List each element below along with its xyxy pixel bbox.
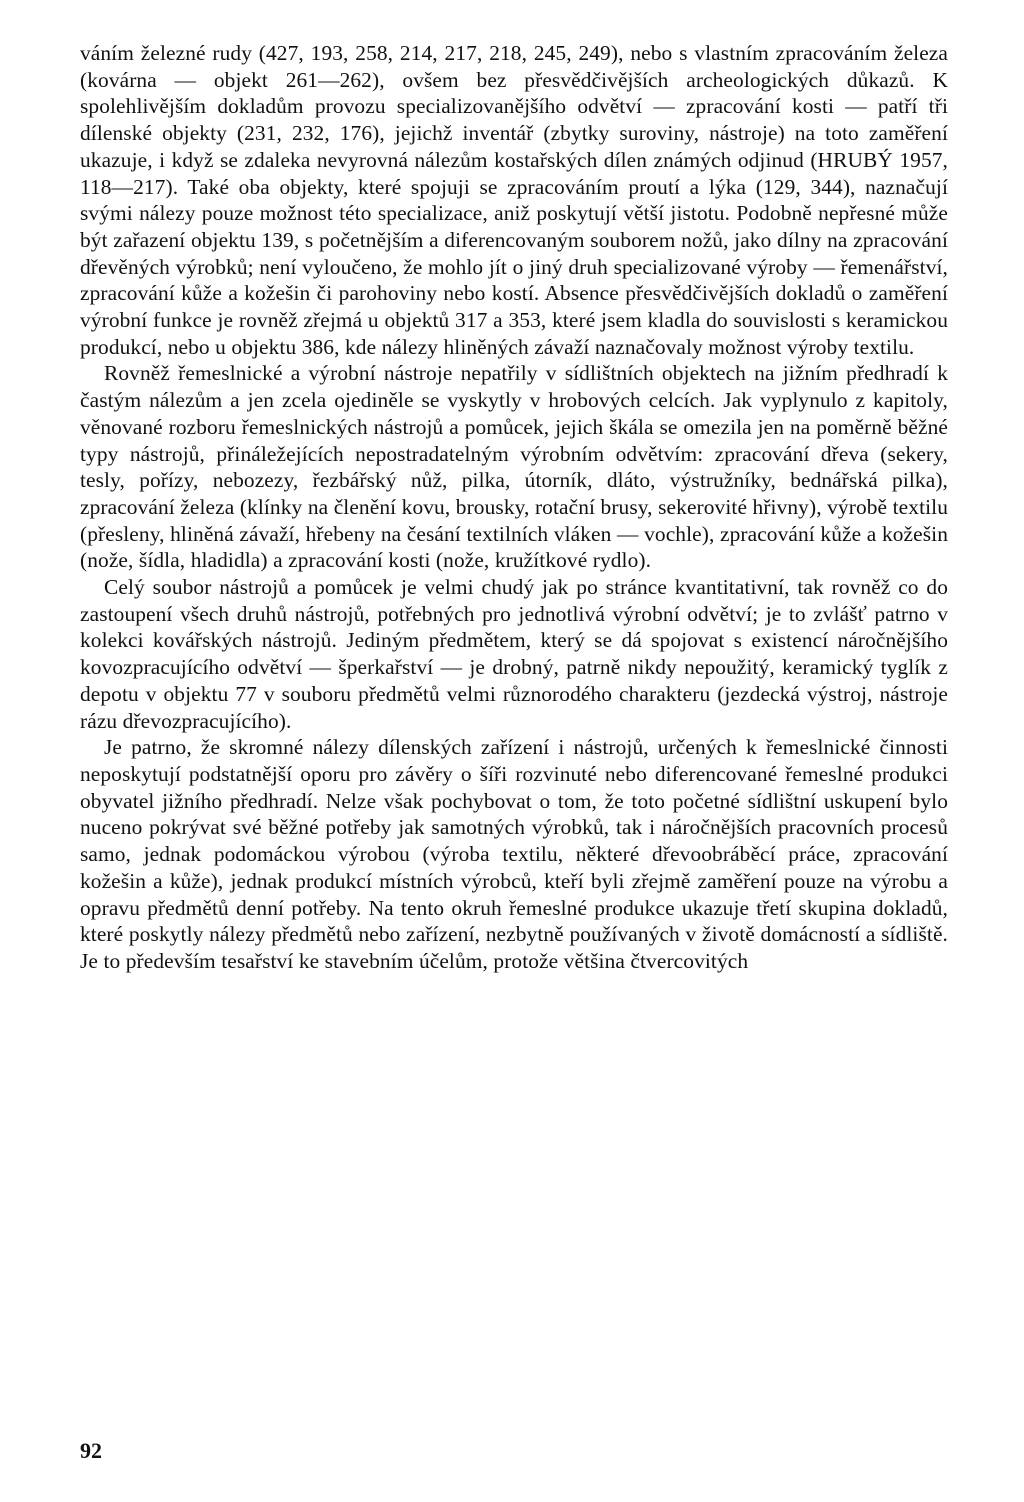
paragraph-2: Rovněž řemeslnické a výrobní nástroje nepatřily v sídlištních objektech na jižním předhradí k častým nálezům a jen zcela ojediněle se vyskytly v hrobových celcích. Jak vyplynulo z kapitoly, věnované rozboru řemeslnických nástrojů a pomůcek, jejich škála se omezila jen na poměrně běžné typy nástrojů, přináležejících nepostradatelným výrobním odvětvím: zpracování dřeva (sekery, tesly, pořízy, nebozezy, řezbářský nůž, pilka, útorník, dláto, výstružníky, bednářská pilka), zpracování železa (klínky na členění kovu, brousky, rotační brusy, sekerovité hřivny), výrobě textilu (přesleny, hliněná závaží, hřebeny na česání textilních vláken — vochle), zpracování kůže a kožešin (nože, šídla, hladidla) a zpracování kosti (nože, kružítkové rydlo). (80, 361, 948, 573)
page-text-body (80, 40, 948, 975)
paragraph-3: Celý soubor nástrojů a pomůcek je velmi chudý jak po stránce kvantitativní, tak rovněž co do zastoupení všech druhů nástrojů, potřebných pro jednotlivá výrobní odvětví; je to zvlášť patrno v kolekci kovářských nástrojů. Jediným předmětem, který se dá spojovat s existencí náročnějšího kovozpracujícího odvětví — šperkařství — je drobný, patrně nikdy nepoužitý, keramický tyglík z depotu v objektu 77 v souboru předmětů velmi různorodého charakteru (jezdecká výstroj, nástroje rázu dřevozpracujícího). (80, 575, 948, 733)
paragraph-1: váním železné rudy (427, 193, 258, 214, 217, 218, 245, 249), nebo s vlastním zpracováním železa (kovárna — objekt 261—262), ovšem bez přesvědčivějších archeologických důkazů. K spolehlivějším dokladům provozu specializovanějšího odvětví — zpracování kosti — patří tři dílenské objekty (231, 232, 176), jejichž inventář (zbytky suroviny, nástroje) na toto zaměření ukazuje, i když se zdaleka nevyrovná nálezům kostařských dílen známých odjinud (HRUBÝ 1957, 118—217). Také oba objekty, které spojuji se zpracováním proutí a lýka (129, 344), naznačují svými nálezy pouze možnost této specializace, aniž poskytují větší jistotu. Podobně nepřesné může být zařazení objektu 139, s početnějším a diferencovaným souborem nožů, jako dílny na zpracování dřevěných výrobků; není vyloučeno, že mohlo jít o jiný druh specializované výroby — řemenářství, zpracování kůže a kožešin či parohoviny nebo kostí. Absence přesvědčivějších dokladů o zaměření výrobní funkce je rovněž zřejmá u objektů 317 a 353, které jsem kladla do souvislosti s keramickou produkcí, nebo u objektu 386, kde nálezy hliněných závaží naznačovaly možnost výroby textilu. (80, 41, 948, 359)
page-number: 92 (80, 1438, 102, 1463)
paragraph-4: Je patrno, že skromné nálezy dílenských zařízení i nástrojů, určených k řemeslnické činnosti neposkytují podstatnější oporu pro závěry o šíři rozvinuté nebo diferencované řemeslné produkci obyvatel jižního předhradí. Nelze však pochybovat o tom, že toto početné sídlištní uskupení bylo nuceno pokrývat své běžné potřeby jak samotných výrobků, tak i náročnějších pracovních procesů samo, jednak podomáckou výrobou (výroba textilu, některé dřevoobráběcí práce, zpracování kožešin a kůže), jednak produkcí místních výrobců, kteří byli zřejmě zaměření pouze na výrobu a opravu předmětů denní potřeby. Na tento okruh řemeslné produkce ukazuje třetí skupina dokladů, které poskytly nálezy předmětů nebo zařízení, nezbytně používaných v životě domácností a sídliště. Je to především tesařství ke stavebním účelům, protože většina čtvercovitých (80, 735, 948, 973)
